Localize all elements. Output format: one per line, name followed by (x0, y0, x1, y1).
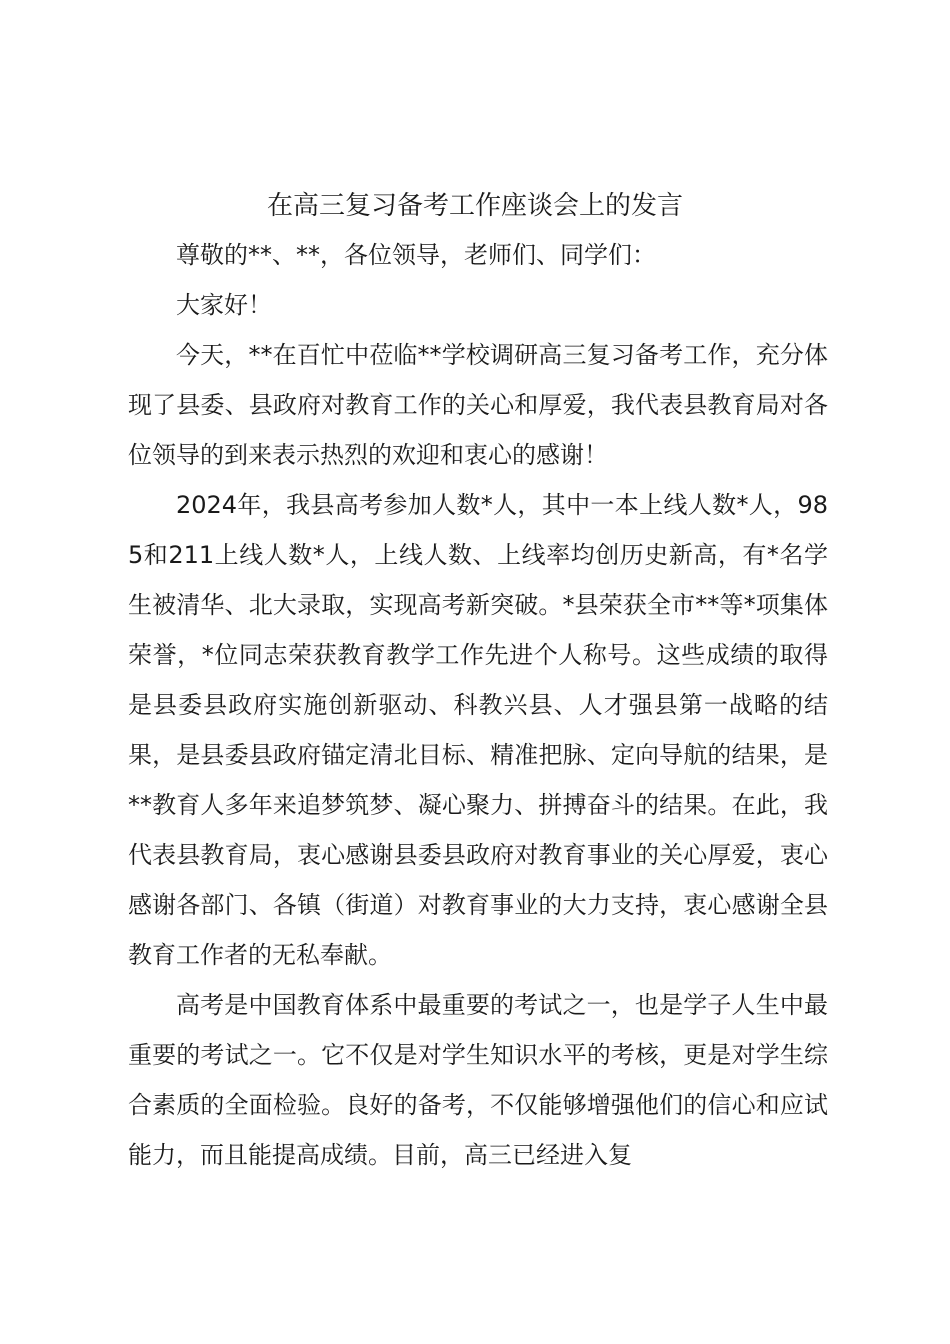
document-body (128, 230, 828, 1180)
achievements-paragraph: 2024年，我县高考参加人数*人，其中一本上线人数*人，985和211上线人数*人，上线人数、上线率均创历史新高，有*名学生被清华、北大录取，实现高考新突破。*县荣获全市**等*项集体荣誉，*位同志荣获教育教学工作先进个人称号。这些成绩的取得是县委县政府实施创新驱动、科教兴县、人才强县第一战略的结果，是县委县政府锚定清北目标、精准把脉、定向导航的结果，是**教育人多年来追梦筑梦、凝心聚力、拼搏奋斗的结果。在此，我代表县教育局，衷心感谢县委县政府对教育事业的关心厚爱，衷心感谢各部门、各镇（街道）对教育事业的大力支持，衷心感谢全县教育工作者的无私奉献。 (128, 491, 828, 969)
salutation-paragraph: 尊敬的**、**，各位领导，老师们、同学们： (176, 241, 656, 269)
greeting-paragraph: 大家好！ (176, 291, 272, 319)
gaokao-paragraph: 高考是中国教育体系中最重要的考试之一，也是学子人生中最重要的考试之一。它不仅是对学生知识水平的考核，更是对学生综合素质的全面检验。良好的备考，不仅能够增强他们的信心和应试能力，而且能提高成绩。目前，高三已经进入复 (128, 991, 828, 1169)
welcome-paragraph: 今天，**在百忙中莅临**学校调研高三复习备考工作，充分体现了县委、县政府对教育工作的关心和厚爱，我代表县教育局对各位领导的到来表示热烈的欢迎和衷心的感谢！ (128, 341, 828, 469)
document-title: 在高三复习备考工作座谈会上的发言 (266, 191, 683, 221)
